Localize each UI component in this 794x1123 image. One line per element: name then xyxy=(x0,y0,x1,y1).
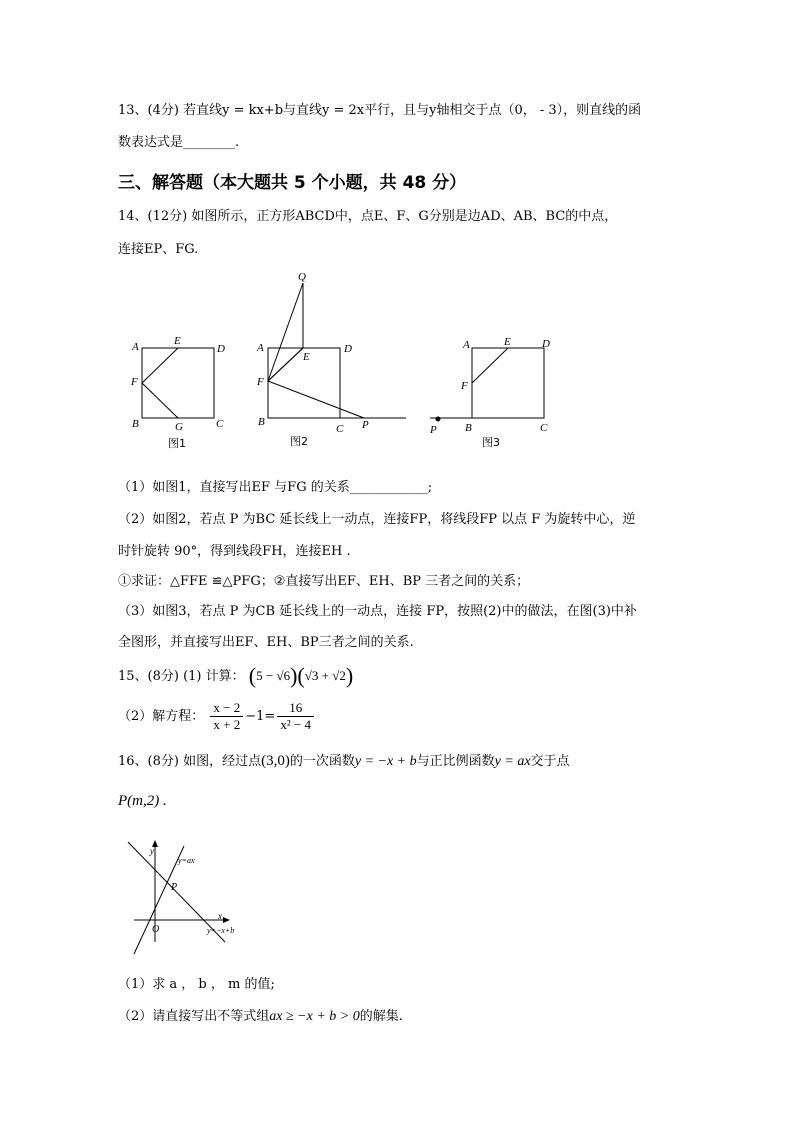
q14-figures xyxy=(120,270,560,460)
paren-open-a: ( xyxy=(248,663,257,688)
x-axis-arrow-icon xyxy=(223,917,230,923)
fig1-label-b: B xyxy=(132,418,139,430)
q16-graph xyxy=(120,832,260,962)
graph-label-x: x xyxy=(218,911,222,921)
fig3-label-c: C xyxy=(540,422,548,434)
fig3-caption: 图3 xyxy=(482,436,500,449)
fig1-fe xyxy=(142,348,178,383)
q14-part1: （1）如图1，直接写出EF 与FG 的关系____________; xyxy=(118,480,433,495)
fig2-fq xyxy=(268,283,303,381)
frac2-numerator: 16 xyxy=(277,700,314,717)
q15-part2 xyxy=(118,700,316,733)
q16-func2: y = ax xyxy=(494,754,531,769)
fig2-label-q: Q xyxy=(298,271,306,283)
fig1-label-f: F xyxy=(131,376,138,388)
q14-line1: 14、(12分) 如图所示，正方形ABCD中，点E、F、G分别是边AD、AB、BC的中点， xyxy=(118,209,618,224)
q16-part2 xyxy=(118,1008,403,1026)
fig1-label-e: E xyxy=(174,335,181,347)
fig2-fe xyxy=(268,348,303,381)
graph-label-y: y xyxy=(150,846,154,856)
fig1-caption: 图1 xyxy=(168,437,186,450)
section-title: 三、解答题（本大题共 5 个小题，共 48 分） xyxy=(118,173,467,193)
fig2-label-f: F xyxy=(257,376,264,388)
q16-text-d: 交于点 xyxy=(530,754,570,769)
q13-line2: 数表达式是________. xyxy=(118,135,240,150)
paren-close-a: ) xyxy=(290,663,298,688)
graph-label-p: P xyxy=(171,882,178,893)
q14-part2-line3: ①求证：△FFE ≌△PFG；②直接写出EF、EH、BP 三者之间的关系； xyxy=(118,574,530,589)
q15-part1 xyxy=(118,663,354,688)
paren-open-b: ( xyxy=(297,663,305,688)
graph-label-line1: y=ax xyxy=(178,856,195,865)
q16-line1 xyxy=(118,752,570,771)
fig3-square xyxy=(472,348,544,418)
q15-expr-b: √3 + √2 xyxy=(304,668,346,683)
q15-part2-prefix: （2）解方程： xyxy=(118,709,205,724)
q14-line2: 连接EP、FG. xyxy=(118,242,199,257)
q16-text-c: 与正比例函数 xyxy=(416,754,495,769)
fig2-label-d: D xyxy=(344,343,352,355)
fig3-label-d: D xyxy=(542,338,550,350)
fig1-label-c: C xyxy=(216,418,224,430)
fig1-fg xyxy=(142,383,178,418)
fig3-fe xyxy=(472,348,508,383)
q14-part2-line1: （2）如图2，若点 P 为BC 延长线上一动点，连接FP，将线段FP 以点 F 为旋转中心，逆 xyxy=(118,512,636,527)
fig2-fp xyxy=(268,381,364,418)
fig1-label-d: D xyxy=(217,343,225,355)
graph-label-o: O xyxy=(152,924,160,935)
fig1-label-a: A xyxy=(132,341,139,353)
q16-part2-expr: ax ≥ −x + b > 0 xyxy=(269,1009,360,1024)
q15-expr-a: 5 − √6 xyxy=(256,668,291,683)
frac2-denominator: x² − 4 xyxy=(280,717,312,732)
q14-part3-line2: 全图形，并直接写出EF、EH、BP三者之间的关系. xyxy=(118,635,414,650)
q16-text-b: 的一次函数 xyxy=(289,754,355,769)
q15-fraction-1 xyxy=(210,700,243,733)
fig3-point-p xyxy=(436,417,441,422)
q16-point1: (3,0) xyxy=(261,753,290,769)
frac1-numerator: x − 2 xyxy=(210,700,243,717)
fig1-label-g: G xyxy=(175,421,183,433)
fig1-square xyxy=(142,348,214,418)
q14-part3-line1: （3）如图3，若点 P 为CB 延长线上的一动点，连接 FP，按照(2)中的做法，在图(3)中补 xyxy=(118,604,637,619)
q15-minus-one: −1= xyxy=(245,709,276,724)
fig3-label-a: A xyxy=(463,339,470,351)
q16-func1: y = −x + b xyxy=(354,754,417,769)
fig2-label-c: C xyxy=(336,423,344,435)
q15-part1-prefix: 15、(8分) (1) 计算： xyxy=(118,669,245,684)
q13-line1: 13、(4分) 若直线y = kx+b与直线y = 2x平行，且与y轴相交于点（0， - 3），则直线的函 xyxy=(118,103,642,118)
q16-point2: P(m,2) . xyxy=(118,793,167,809)
q16-part2-a: （2）请直接写出不等式组 xyxy=(118,1009,270,1024)
fig2-label-a: A xyxy=(257,342,264,354)
fig2-label-e: E xyxy=(303,351,310,363)
fig2-label-b: B xyxy=(258,416,265,428)
q16-part2-b: 的解集. xyxy=(359,1009,403,1024)
fig3-label-f: F xyxy=(461,380,468,392)
frac1-denominator: x + 2 xyxy=(213,717,241,732)
q15-fraction-2 xyxy=(277,700,314,733)
q14-part2-line2: 时针旋转 90°，得到线段FH，连接EH . xyxy=(118,544,351,559)
fig3-label-e: E xyxy=(504,336,511,348)
fig3-label-b: B xyxy=(465,422,472,434)
q16-text-a: 16、(8分) 如图，经过点 xyxy=(118,754,262,769)
fig2-caption: 图2 xyxy=(290,435,308,448)
q16-part1: （1）求 a ， b ， m 的值; xyxy=(118,977,275,992)
line-y-ax xyxy=(134,846,184,954)
paren-close-b: ) xyxy=(345,663,354,688)
graph-label-line2: y=−x+b xyxy=(207,926,235,935)
fig3-label-p: P xyxy=(430,424,437,436)
fig2-label-p: P xyxy=(362,419,369,431)
